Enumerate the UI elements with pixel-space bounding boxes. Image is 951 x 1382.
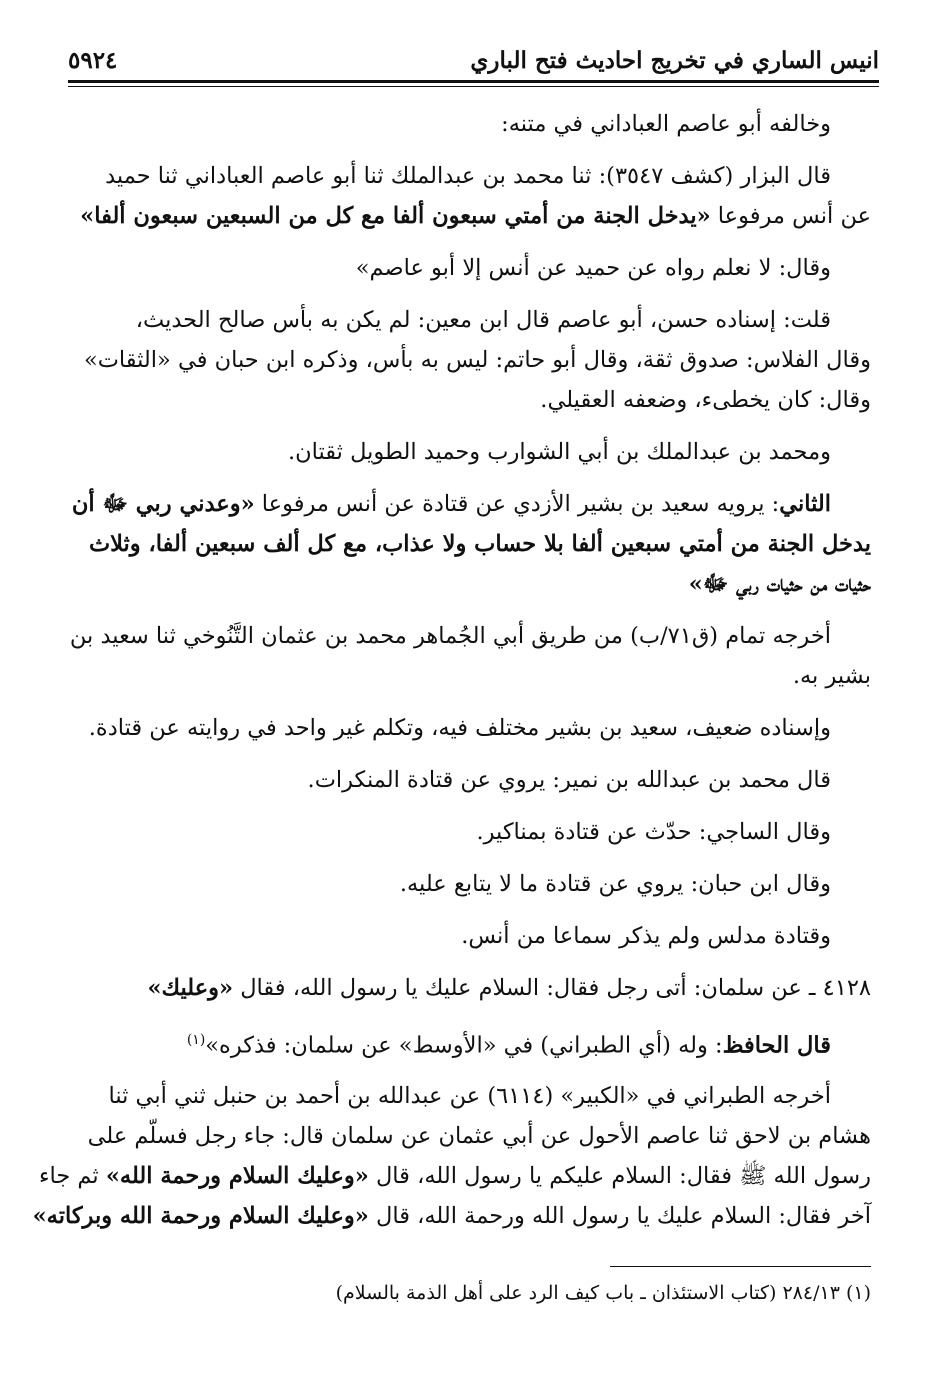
footnote-marker: (١) <box>186 1032 206 1048</box>
hadith-text: يدخل الجنة من أمتي سبعين ألفا بلا حساب ولا عذاب، مع كل ألف سبعين ألفا، وثلاث <box>88 531 871 557</box>
text-line: وإسناده ضعيف، سعيد بن بشير مختلف فيه، وتكلم غير واحد في روايته عن قتادة. <box>88 715 831 741</box>
header-rule <box>68 80 879 83</box>
running-title: انيس الساري في تخريج احاديث فتح الباري <box>470 46 879 74</box>
text-line: رسول الله ﷺ فقال: السلام عليكم يا رسول الله، قال «وعليك السلام ورحمة الله» ثم جاء <box>38 1163 871 1189</box>
text-line: وخالفه أبو عاصم العباداني في متنه: <box>501 111 831 137</box>
text-line: قلت: إسناده حسن، أبو عاصم قال ابن معين: لم يكن به بأس صالح الحديث، <box>135 307 831 333</box>
text-line: وقال الساجي: حدّث عن قتادة بمناكير. <box>476 819 831 845</box>
text-line: وقتادة مدلس ولم يذكر سماعا من أنس. <box>461 923 831 949</box>
text-line: أخرجه تمام (ق٧١/ب) من طريق أبي الجُماهر محمد بن عثمان التَّنُوخي ثنا سعيد بن <box>69 623 831 649</box>
page-header <box>68 44 879 76</box>
footnote: (١) ٢٨٤/١٣ (كتاب الاستئذان ـ باب كيف الرد على أهل الذمة بالسلام) <box>335 1282 871 1304</box>
text-line: وقال الفلاس: صدوق ثقة، وقال أبو حاتم: ليس به بأس، وذكره ابن حبان في «الثقات» <box>83 347 871 373</box>
section-label: قال الحافظ <box>722 1032 831 1059</box>
text-line: وقال: لا نعلم رواه عن حميد عن أنس إلا أبو عاصم» <box>355 255 831 281</box>
hadith-entry: ٤١٢٨ ـ عن سلمان: أتى رجل فقال: السلام عليك يا رسول الله، فقال «وعليك» <box>147 975 871 1001</box>
text-line: قال الحافظ: وله (أي الطبراني) في «الأوسط» عن سلمان: فذكره»$^{(١)}$ <box>186 1032 831 1059</box>
hadith-text: «وعليك» <box>147 975 234 1001</box>
hadith-text: حثيات من حثيات ربي ﷻ» <box>688 571 871 597</box>
text-line: الثاني: يرويه سعيد بن بشير الأزدي عن قتادة عن أنس مرفوعا «وعدني ربي ﷻ أن <box>71 491 831 517</box>
text-line: وقال ابن حبان: يروي عن قتادة ما لا يتابع عليه. <box>399 871 831 897</box>
hadith-text: «وعدني ربي ﷻ أن <box>71 491 255 517</box>
text-line: عن أنس مرفوعا «يدخل الجنة من أمتي سبعون ألفا مع كل من السبعين سبعون ألفا» <box>80 203 871 229</box>
section-label: الثاني <box>779 491 831 517</box>
text-line: بشير به. <box>792 663 871 689</box>
header-rule-thin <box>68 86 879 87</box>
text-line: ومحمد بن عبدالملك بن أبي الشوارب وحميد الطويل ثقتان. <box>287 439 831 465</box>
page-number: ٥٩٢٤ <box>68 46 118 74</box>
text-line: هشام بن لاحق ثنا عاصم الأحول عن أبي عثمان عن سلمان قال: جاء رجل فسلّم على <box>87 1123 871 1149</box>
hadith-text: «وعليك السلام ورحمة الله» <box>105 1163 369 1189</box>
text-line: وقال: كان يخطىء، وضعفه العقيلي. <box>540 387 871 413</box>
text-line: قال البزار (كشف ٣٥٤٧): ثنا محمد بن عبدالملك ثنا أبو عاصم العباداني ثنا حميد <box>105 163 831 189</box>
footnote-rule <box>610 1266 871 1267</box>
hadith-text: «يدخل الجنة من أمتي سبعون ألفا مع كل من السبعين سبعون ألفا» <box>80 203 711 229</box>
text-line: آخر فقال: السلام عليك يا رسول الله ورحمة الله، قال «وعليك السلام ورحمة الله وبركاته» <box>32 1203 871 1229</box>
text-line: أخرجه الطبراني في «الكبير» (٦١١٤) عن عبدالله بن أحمد بن حنبل ثني أبي ثنا <box>108 1083 831 1109</box>
text-line: قال محمد بن عبدالله بن نمير: يروي عن قتادة المنكرات. <box>307 767 831 793</box>
hadith-text: «وعليك السلام ورحمة الله وبركاته» <box>32 1203 369 1229</box>
